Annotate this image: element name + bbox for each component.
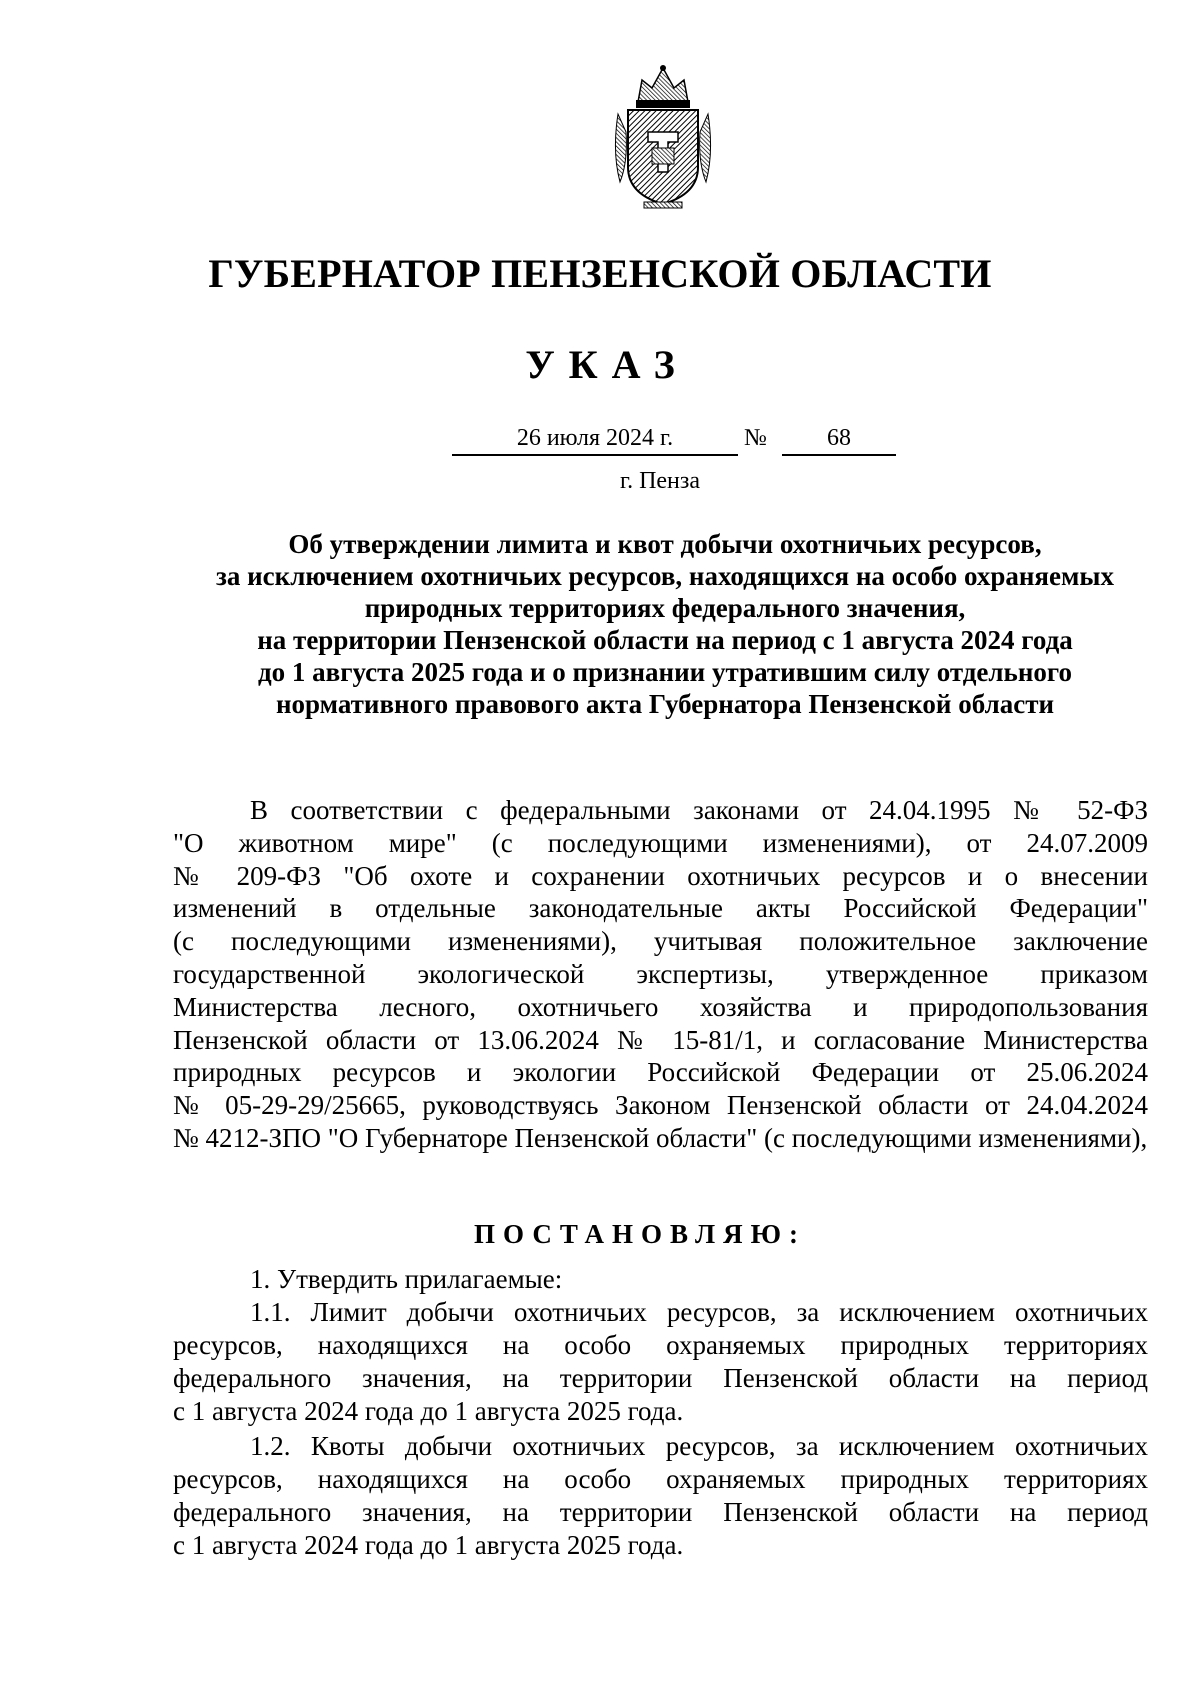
title-line: Об утверждении лимита и квот добычи охотничьих ресурсов, — [288, 529, 1042, 559]
item-line: 1.2. Квоты добычи охотничьих ресурсов, за исключением охотничьих — [250, 1431, 1148, 1461]
item-line: с 1 августа 2024 года до 1 августа 2025 года. — [173, 1530, 684, 1560]
preamble-line: Министерства лесного, охотничьего хозяйства и природопользования — [173, 991, 1148, 1022]
preamble-line: Пензенской области от 13.06.2024 № 15-81/1, и согласование Министерства — [173, 1024, 1148, 1055]
item-line: 1.1. Лимит добычи охотничьих ресурсов, за исключением охотничьих — [250, 1297, 1148, 1327]
title-line: природных территориях федерального значения, — [364, 593, 966, 623]
title-line: на территории Пензенской области на период с 1 августа 2024 года — [257, 625, 1073, 655]
item-1: 1. Утвердить прилагаемые: — [250, 1264, 563, 1294]
item-1-2 — [173, 1430, 1148, 1562]
preamble-line: природных ресурсов и экологии Российской Федерации от 25.06.2024 — [173, 1057, 1148, 1088]
issuing-authority: ГУБЕРНАТОР ПЕНЗЕНСКОЙ ОБЛАСТИ — [208, 251, 992, 296]
title-line: за исключением охотничьих ресурсов, находящихся на особо охраняемых — [216, 561, 1114, 591]
item-line: ресурсов, находящихся на особо охраняемых природных территориях — [173, 1464, 1148, 1494]
coat-of-arms-emblem — [608, 62, 718, 212]
preamble-line: В соответствии с федеральными законами от 24.04.1995 № 52-ФЗ — [250, 795, 1148, 825]
preamble-line: № 4212-ЗПО "О Губернаторе Пензенской области" (с последующими изменениями), — [173, 1122, 1148, 1153]
item-line: с 1 августа 2024 года до 1 августа 2025 года. — [173, 1396, 684, 1426]
document-type: УКАЗ — [525, 342, 689, 387]
preamble-line: "О животном мире" (с последующими изменениями), от 24.07.2009 — [173, 827, 1148, 858]
preamble-line: государственной экологической экспертизы, утвержденное приказом — [173, 958, 1148, 989]
preamble-line: (с последующими изменениями), учитывая положительное заключение — [173, 926, 1148, 957]
item-line: ресурсов, находящихся на особо охраняемых природных территориях — [173, 1330, 1148, 1360]
decree-items — [173, 1263, 1148, 1562]
document-number: 68 — [782, 425, 896, 456]
title-line: до 1 августа 2025 года и о признании утратившим силу отдельного — [258, 657, 1072, 687]
preamble-line: № 209-ФЗ "Об охоте и сохранении охотничьих ресурсов и о внесении — [173, 860, 1148, 891]
document-city: г. Пенза — [619, 468, 701, 494]
preamble-line: изменений в отдельные законодательные акты Российской Федерации" — [173, 893, 1148, 924]
title-line: нормативного правового акта Губернатора Пензенской области — [275, 689, 1055, 719]
preamble-line: № 05-29-29/25665, руководствуясь Законом Пензенской области от 24.04.2024 — [173, 1090, 1148, 1121]
item-line: федерального значения, на территории Пензенской области на период — [173, 1497, 1148, 1527]
item-line: федерального значения, на территории Пензенской области на период — [173, 1363, 1148, 1393]
document-date: 26 июля 2024 г. — [452, 425, 738, 456]
decree-heading: ПОСТАНОВЛЯЮ: — [474, 1219, 806, 1249]
item-1-1 — [173, 1296, 1148, 1428]
preamble-paragraph — [173, 794, 1148, 1155]
number-sign: № — [744, 425, 767, 451]
document-title — [150, 528, 1180, 720]
